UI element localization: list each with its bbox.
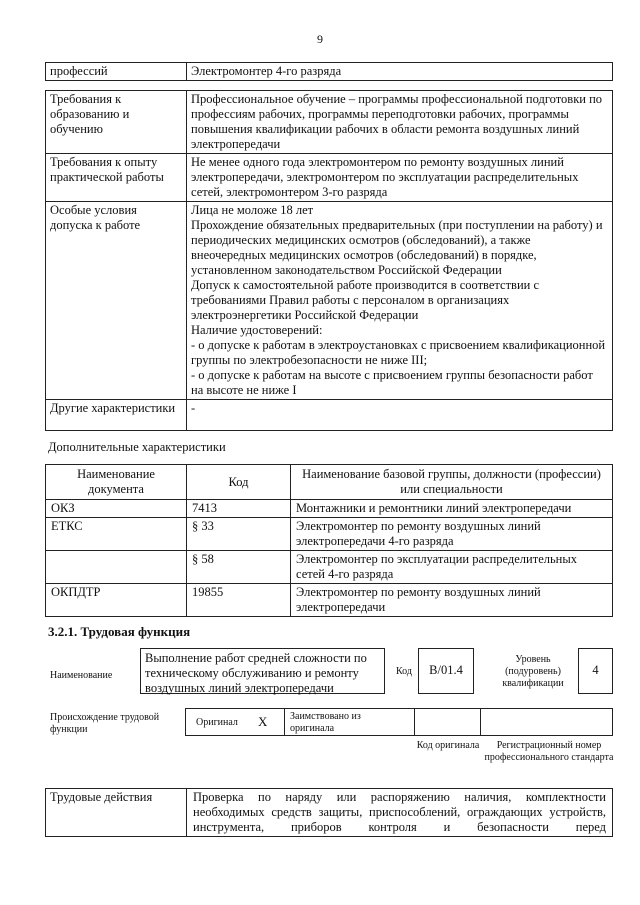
borrowed-label: Заимствовано из оригинала [290, 711, 361, 734]
admission-line: - о допуске к работам на высоте с присвоением группы безопасности работ на высоте не ниже I [191, 368, 593, 397]
level-box: 4 [578, 648, 613, 694]
requirements-table [45, 90, 613, 431]
row-doc: ОКЗ [46, 500, 187, 518]
continuation-label: профессий [46, 63, 187, 81]
origin-box [185, 708, 613, 736]
other-label: Другие характеристики [46, 400, 187, 431]
code-original-caption: Код оригинала [416, 740, 480, 751]
page-number: 9 [317, 32, 323, 46]
divider [480, 708, 481, 736]
other-value: - [187, 400, 613, 431]
table-row [46, 91, 613, 154]
table-header-row [46, 465, 613, 500]
name-label: Наименование [50, 670, 113, 681]
table-row [46, 584, 613, 617]
row-code: § 58 [187, 551, 291, 584]
admission-line: - о допуске к работам в электроустановках с присвоением квалификационной группы по электробезопасности не ниже III; [191, 338, 606, 367]
table-row [46, 400, 613, 431]
admission-line: Допуск к самостоятельной работе производится в соответствии с требованиями Правил работы с персоналом в организациях электроэнергетики Российской Федерации [191, 278, 540, 322]
table-row [46, 202, 613, 400]
section-title: 3.2.1. Трудовая функция [48, 624, 191, 639]
additional-title: Дополнительные характеристики [48, 440, 226, 454]
row-name: Электромонтер по эксплуатации распределительных сетей 4-го разряда [291, 551, 613, 584]
row-doc: ОКПДТР [46, 584, 187, 617]
row-code: § 33 [187, 518, 291, 551]
table-row [46, 500, 613, 518]
table-row [46, 789, 613, 837]
original-label: Оригинал [196, 717, 238, 728]
header-name: Наименование базовой группы, должности (профессии) или специальности [291, 465, 613, 500]
function-code-box: В/01.4 [418, 648, 474, 694]
admission-line: Наличие удостоверений: [191, 323, 323, 337]
original-mark: X [258, 714, 268, 729]
header-code: Код [187, 465, 291, 500]
level-label: Уровень (подуровень) квалификации [502, 654, 564, 689]
table-row [46, 551, 613, 584]
row-name: Монтажники и ремонтники линий электропередачи [291, 500, 613, 518]
continuation-value: Электромонтер 4-го разряда [187, 63, 613, 81]
row-doc: ЕТКС [46, 518, 187, 551]
additional-table [45, 464, 613, 617]
function-name-box: Выполнение работ средней сложности по техническому обслуживанию и ремонту воздушных линий электропередачи [140, 648, 385, 694]
actions-table [45, 788, 613, 837]
admission-line: Прохождение обязательных предварительных (при поступлении на работу) и периодических медицинских осмотров (обследований), а также внеочередных медицинских осмотров (обследований) в порядке, установленном законодательством Российской Федерации [191, 218, 603, 277]
origin-label: Происхождение трудовой функции [50, 712, 160, 735]
divider [414, 708, 415, 736]
row-doc [46, 551, 187, 584]
row-code: 19855 [187, 584, 291, 617]
divider [284, 708, 285, 736]
experience-label: Требования к опыту практической работы [46, 154, 187, 202]
admission-value [187, 202, 613, 400]
table-row [46, 154, 613, 202]
actions-label: Трудовые действия [46, 789, 187, 837]
continuation-table [45, 62, 613, 81]
header-doc: Наименование документа [46, 465, 187, 500]
actions-value: Проверка по наряду или распоряжению наличия, комплектности необходимых средств защиты, приспособлений, ограждающих устройств, инструмента, приборов контроля и безопасности перед [187, 789, 613, 837]
row-code: 7413 [187, 500, 291, 518]
row-name: Электромонтер по ремонту воздушных линий электропередачи [291, 584, 613, 617]
experience-value: Не менее одного года электромонтером по ремонту воздушных линий электропередачи, электромонтером по эксплуатации распределительных сетей, электромонтером 3-го разряда [187, 154, 613, 202]
table-row [46, 518, 613, 551]
row-name: Электромонтер по ремонту воздушных линий электропередачи 4-го разряда [291, 518, 613, 551]
education-label: Требования к образованию и обучению [46, 91, 187, 154]
admission-line: Лица не моложе 18 лет [191, 203, 314, 217]
admission-label: Особые условия допуска к работе [46, 202, 187, 400]
education-value: Профессиональное обучение – программы профессиональной подготовки по профессиям рабочих, программы переподготовки рабочих, программы повышения квалификации рабочих в области ремонта воздушных линий электропередачи [187, 91, 613, 154]
code-label: Код [396, 666, 412, 677]
reg-number-caption: Регистрационный номер профессионального стандарта [484, 740, 614, 763]
